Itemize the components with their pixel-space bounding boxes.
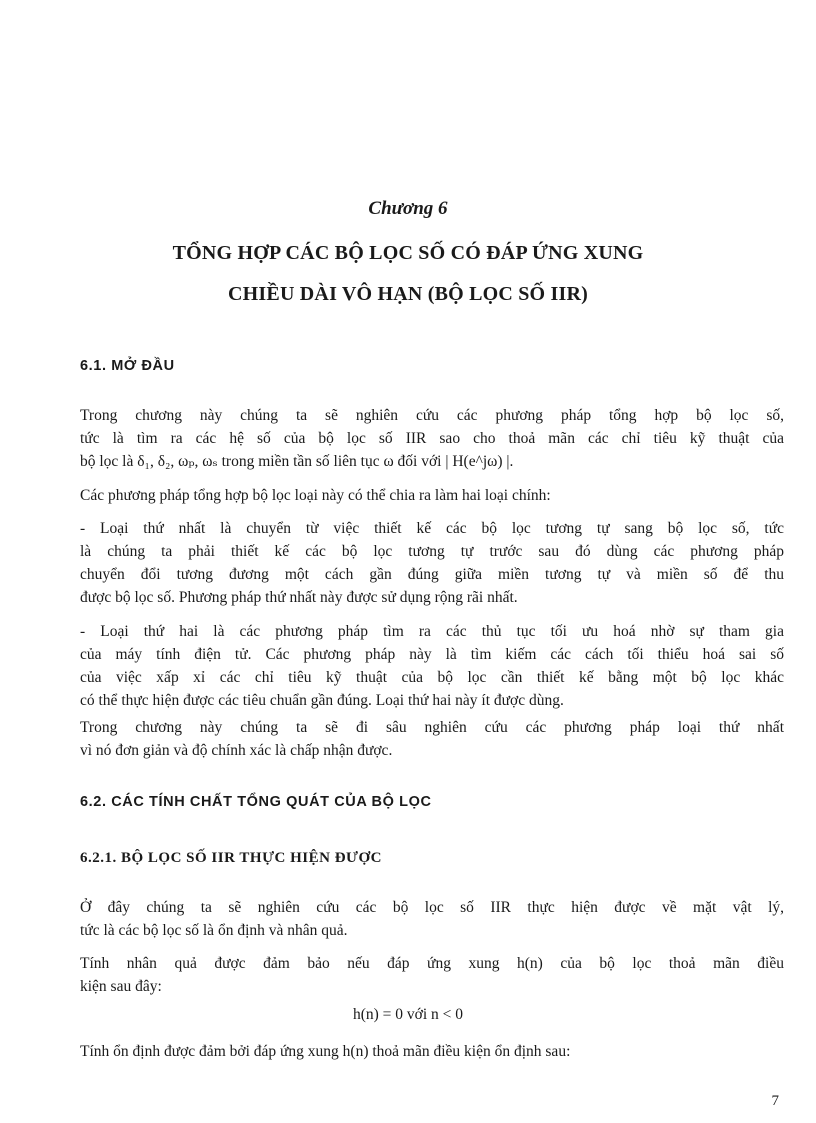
paragraph-line: Trong chương này chúng ta sẽ đi sâu nghiên cứu các phương pháp loại thứ nhất [80, 719, 784, 736]
paragraph-line: của máy tính điện tử. Các phương pháp này là tìm kiếm các cách tối thiểu hoá sai số [80, 646, 784, 663]
paragraph-realizable [80, 896, 784, 942]
paragraph-intro [80, 404, 784, 473]
paragraph-line: - Loại thứ hai là các phương pháp tìm ra các thủ tục tối ưu hoá nhờ sự tham gia [80, 623, 784, 640]
paragraph-causality [80, 952, 784, 998]
paragraph-line: là chúng ta phải thiết kế các bộ lọc tương tự trước sau đó dùng các phương pháp [80, 543, 784, 560]
section-heading-6-2: 6.2. CÁC TÍNH CHẤT TỔNG QUÁT CỦA BỘ LỌC [80, 794, 432, 810]
paragraph-line: - Loại thứ nhất là chuyển từ việc thiết kế các bộ lọc tương tự sang bộ lọc số, tức [80, 520, 784, 537]
paragraph-focus [80, 716, 784, 762]
paragraph-line: vì nó đơn giản và độ chính xác là chấp nhận được. [80, 742, 393, 759]
paragraph-type-one [80, 517, 784, 609]
paragraph-line: Các phương pháp tổng hợp bộ lọc loại này có thể chia ra làm hai loại chính: [80, 487, 551, 504]
paragraph-line: của việc xấp xỉ các chỉ tiêu kỹ thuật của bộ lọc cần thiết kế bằng một bộ lọc khác [80, 669, 784, 686]
paragraph-line: chuyển đổi tương đương một cách gần đúng giữa miền tương tự và miền số để thu [80, 566, 784, 583]
paragraph-line: tức là tìm ra các hệ số của bộ lọc số IIR sao cho thoả mãn các chỉ tiêu kỹ thuật của [80, 430, 784, 447]
paragraph-line: kiện sau đây: [80, 978, 162, 995]
paragraph-line: Trong chương này chúng ta sẽ nghiên cứu các phương pháp tổng hợp bộ lọc số, [80, 407, 784, 424]
paragraph-two-types [80, 484, 784, 507]
paragraph-line: được bộ lọc số. Phương pháp thứ nhất này được sử dụng rộng rãi nhất. [80, 589, 518, 606]
paragraph-type-two [80, 620, 784, 712]
page-number: 7 [771, 1093, 779, 1109]
chapter-title-line-2: CHIỀU DÀI VÔ HẠN (BỘ LỌC SỐ IIR) [228, 283, 588, 305]
section-heading-6-1: 6.1. MỞ ĐẦU [80, 358, 175, 374]
paragraph-stability [80, 1040, 784, 1063]
paragraph-line: có thể thực hiện được các tiêu chuẩn gần đúng. Loại thứ hai này ít được dùng. [80, 692, 564, 709]
paragraph-line: Tính ổn định được đảm bởi đáp ứng xung h(n) thoả mãn điều kiện ổn định sau: [80, 1043, 571, 1060]
paragraph-line: tức là các bộ lọc số là ổn định và nhân quả. [80, 922, 348, 939]
chapter-title-line-1: TỔNG HỢP CÁC BỘ LỌC SỐ CÓ ĐÁP ỨNG XUNG [172, 242, 644, 264]
paragraph-line: bộ lọc là δ₁, δ₂, ωₚ, ωₛ trong miền tần số liên tục ω đối với | H(e^jω) |. [80, 453, 514, 470]
paragraph-line: Tính nhân quả được đảm bảo nếu đáp ứng xung h(n) của bộ lọc thoả mãn điều [80, 955, 784, 972]
paragraph-line: Ở đây chúng ta sẽ nghiên cứu các bộ lọc số IIR thực hiện được về mặt vật lý, [80, 899, 784, 916]
chapter-label: Chương 6 [368, 198, 448, 219]
subsection-heading-6-2-1: 6.2.1. BỘ LỌC SỐ IIR THỰC HIỆN ĐƯỢC [80, 850, 382, 866]
causality-equation: h(n) = 0 với n < 0 [352, 1006, 464, 1023]
